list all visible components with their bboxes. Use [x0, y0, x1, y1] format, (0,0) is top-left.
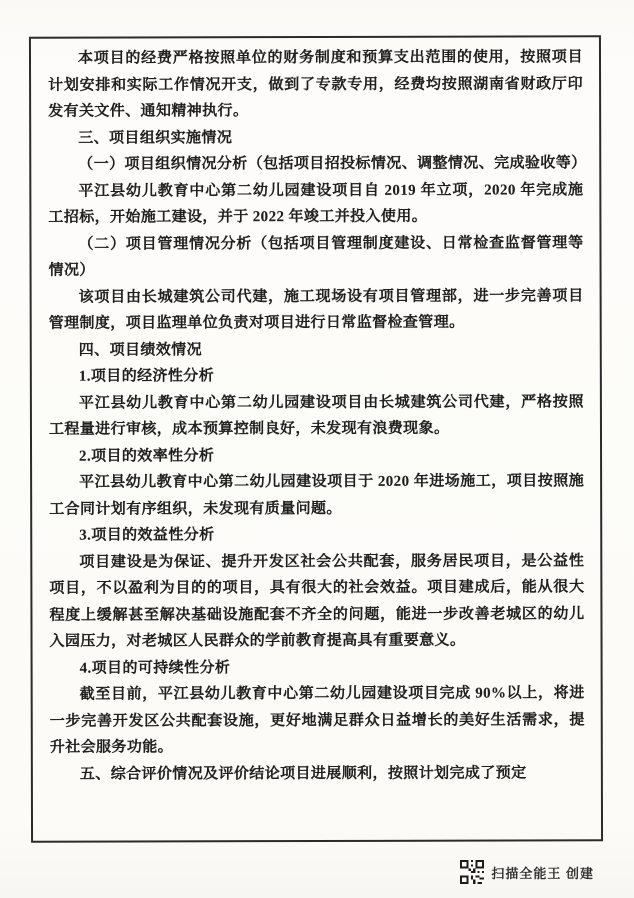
heading-section-3: 三、项目组织实施情况: [78, 129, 233, 147]
heading-sustainability-analysis: 4.项目的可持续性分析: [79, 659, 231, 677]
document-table-border: [29, 35, 603, 842]
heading-section-3-1: （一）项目组织情况分析（包括项目招投标情况、调整情况、完成验收等）: [78, 155, 587, 173]
paragraph-funding: 本项目的经费严格按照单位的财务制度和预算支出范围的使用，按照项目计划安排和实际工作情况开支，做到了专款专用，经费均按照湖南省财政厅印发有关文件、通知精神执行。: [48, 49, 584, 120]
heading-benefit-analysis: 3.项目的效益性分析: [79, 527, 215, 544]
qr-code-icon: [460, 860, 484, 884]
paragraph-sustainability: 截至目前，平江县幼儿教育中心第二幼儿园建设项目完成 90%以上，将进一步完善开发区公共配套设施，更好地满足群众日益增长的美好生活需求，提升社会服务功能。: [49, 685, 585, 756]
camscanner-watermark: [460, 860, 594, 884]
document-body: [48, 44, 585, 787]
paragraph-efficiency: 平江县幼儿教育中心第二幼儿园建设项目于 2020 年进场施工，项目按照施工合同计划有序组织，未发现有质量问题。: [49, 473, 585, 518]
paragraph-benefit: 项目建设是为保证、提升开发区社会公共配套，服务居民项目，是公益性项目，不以盈利为目的的项目，具有很大的社会效益。项目建成后，能从很大程度上缓解甚至解决基础设施配套不齐全的问题，能进一步改善老城区的幼儿入园压力，对老城区人民群众的学前教育提高具有重要意义。: [49, 552, 585, 650]
heading-section-4: 四、项目绩效情况: [78, 341, 202, 359]
paragraph-management: 该项目由长城建筑公司代建，施工现场设有项目管理部，进一步完善项目管理制度，项目监理单位负责对项目进行日常监督检查管理。: [48, 287, 584, 332]
heading-efficiency-analysis: 2.项目的效率性分析: [79, 447, 215, 465]
watermark-label: 扫描全能王 创建: [491, 865, 594, 881]
heading-economic-analysis: 1.项目的经济性分析: [78, 368, 215, 385]
paragraph-organization: 平江县幼儿教育中心第二幼儿园建设项目自 2019 年立项，2020 年完成施工招标，开始施工建设，并于 2022 年竣工并投入使用。: [48, 181, 584, 226]
heading-section-3-2: （二）项目管理情况分析（包括项目管理制度建设、日常检查监督管理等情况）: [48, 234, 584, 279]
paragraph-economic: 平江县幼儿教育中心第二幼儿园建设项目由长城建筑公司代建，严格按照工程量进行审核，成本预算控制良好，未发现有浪费现象。: [48, 393, 584, 438]
heading-section-5: 五、综合评价情况及评价结论项目进展顺利，按照计划完成了预定: [79, 764, 527, 783]
